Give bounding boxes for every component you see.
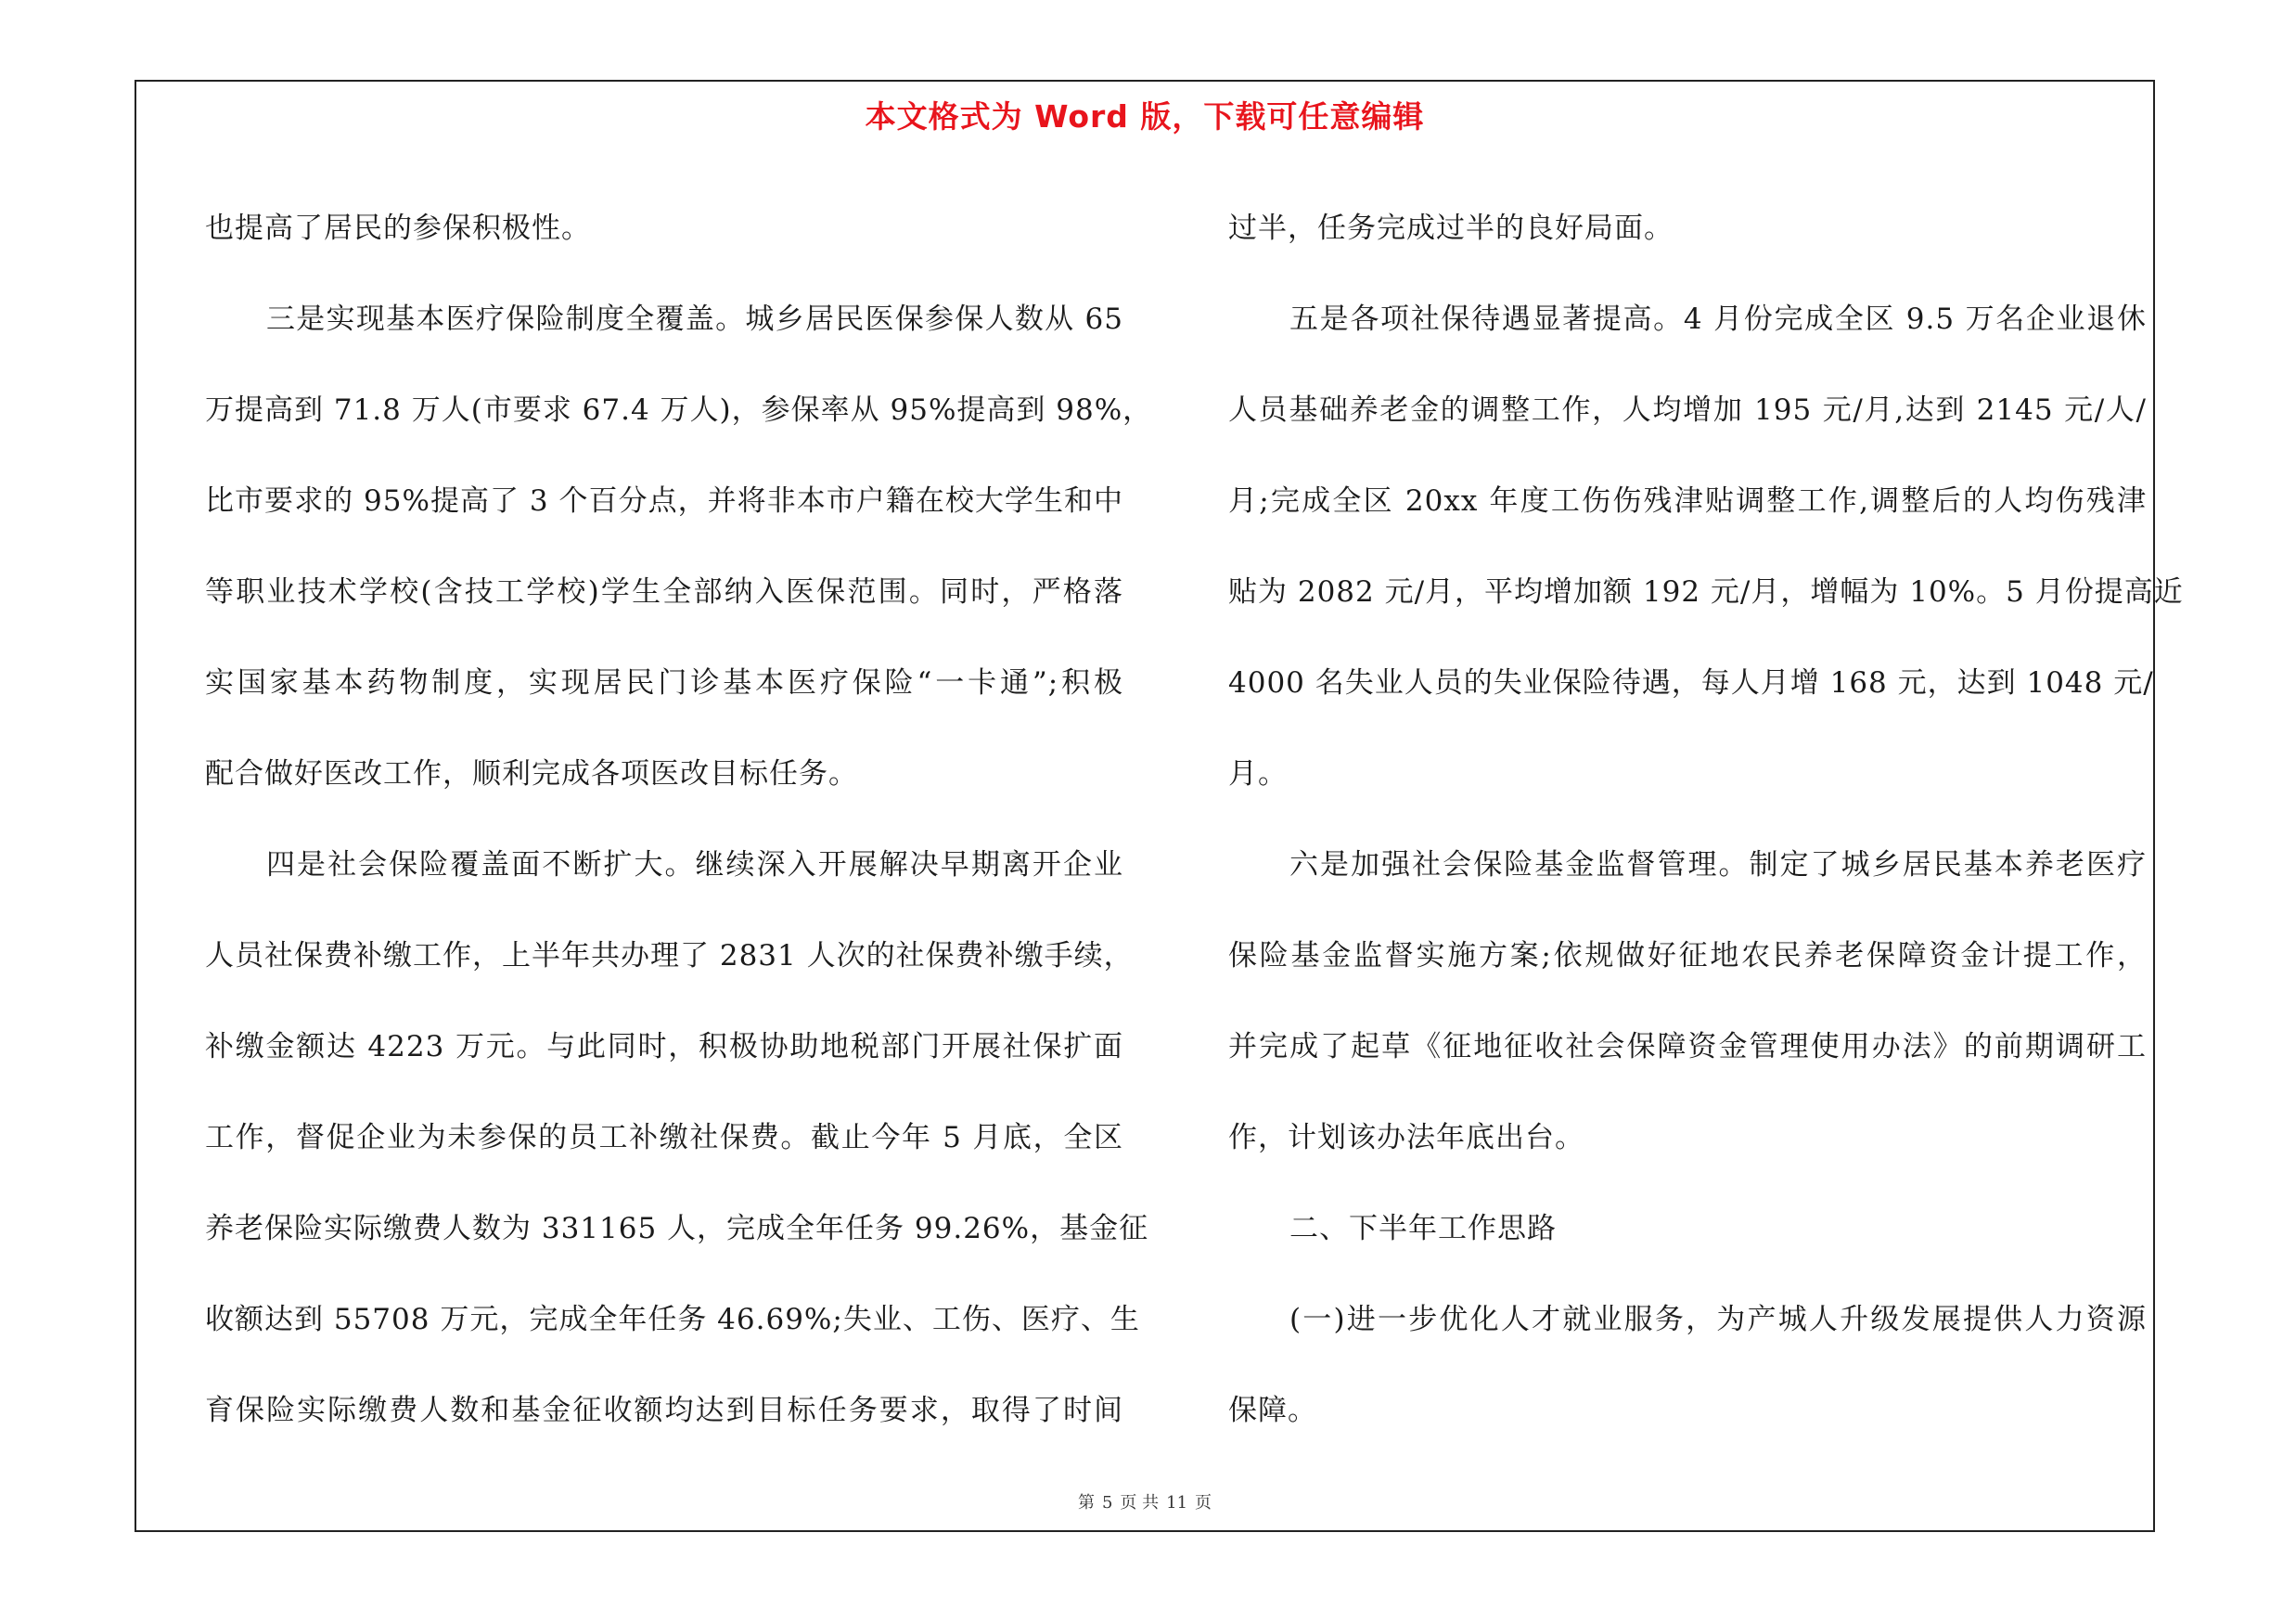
text-line: 五是各项社保待遇显著提高。4 月份完成全区 9.5 万名企业退休: [1289, 303, 2147, 336]
text-line: 万提高到 71.8 万人(市要求 67.4 万人)，参保率从 95%提高到 98%，: [205, 393, 1153, 427]
footer-current-page: 5: [1101, 1493, 1113, 1513]
footer-total-pages: 11: [1166, 1493, 1188, 1513]
text-line: 二、下半年工作思路: [1289, 1212, 1557, 1245]
document-banner: 本文格式为 Word 版，下载可任意编辑: [865, 98, 1425, 135]
text-line: 人员社保费补缴工作，上半年共办理了 2831 人次的社保费补缴手续，: [205, 939, 1134, 973]
text-line: 比市要求的 95%提高了 3 个百分点，并将非本市户籍在校大学生和中: [205, 484, 1123, 518]
text-line: 四是社会保险覆盖面不断扩大。继续深入开展解决早期离开企业: [266, 848, 1123, 882]
text-line: 养老保险实际缴费人数为 331165 人，完成全年任务 99.26%，基金征: [205, 1212, 1149, 1245]
text-line: 三是实现基本医疗保险制度全覆盖。城乡居民医保参保人数从 65: [266, 303, 1123, 336]
footer-suffix: 页: [1195, 1493, 1212, 1513]
text-line: 月;完成全区 20xx 年度工伤伤残津贴调整工作,调整后的人均伤残津: [1228, 484, 2147, 518]
right-column: [1228, 183, 2184, 1456]
footer-prefix: 第: [1077, 1493, 1095, 1513]
text-line: 实国家基本药物制度，实现居民门诊基本医疗保险“一卡通”;积极: [205, 666, 1123, 700]
text-line: 补缴金额达 4223 万元。与此同时，积极协助地税部门开展社保扩面: [205, 1030, 1123, 1063]
text-line: 工作，督促企业为未参保的员工补缴社保费。截止今年 5 月底，全区: [205, 1121, 1123, 1154]
page-frame: [135, 80, 2184, 1532]
left-column: [205, 183, 1153, 1456]
text-line: 保险基金监督实施方案;依规做好征地农民养老保障资金计提工作，: [1228, 939, 2147, 973]
text-line: 收额达到 55708 万元，完成全年任务 46.69%;失业、工伤、医疗、生: [205, 1303, 1140, 1336]
text-line: 育保险实际缴费人数和基金征收额均达到目标任务要求，取得了时间: [205, 1394, 1123, 1427]
text-line: 并完成了起草《征地征收社会保障资金管理使用办法》的前期调研工: [1228, 1030, 2147, 1063]
text-line: 贴为 2082 元/月，平均增加额 192 元/月，增幅为 10%。5 月份提高近: [1228, 575, 2184, 609]
text-line: 过半，任务完成过半的良好局面。: [1228, 212, 1674, 245]
page-footer: [136, 1489, 2153, 1514]
text-line: 配合做好医改工作，顺利完成各项医改目标任务。: [205, 757, 858, 791]
text-line: 人员基础养老金的调整工作，人均增加 195 元/月,达到 2145 元/人/: [1228, 393, 2147, 427]
text-line: 六是加强社会保险基金监督管理。制定了城乡居民基本养老医疗: [1289, 848, 2147, 882]
text-line: 也提高了居民的参保积极性。: [205, 212, 591, 245]
footer-middle: 页 共: [1120, 1493, 1160, 1513]
text-line: 保障。: [1228, 1394, 1317, 1427]
text-line: 作，计划该办法年底出台。: [1228, 1121, 1584, 1154]
text-line: 等职业技术学校(含技工学校)学生全部纳入医保范围。同时，严格落: [205, 575, 1123, 609]
text-line: 月。: [1228, 757, 1288, 791]
text-line: (一)进一步优化人才就业服务，为产城人升级发展提供人力资源: [1289, 1303, 2147, 1336]
text-line: 4000 名失业人员的失业保险待遇，每人月增 168 元，达到 1048 元/: [1228, 666, 2154, 700]
